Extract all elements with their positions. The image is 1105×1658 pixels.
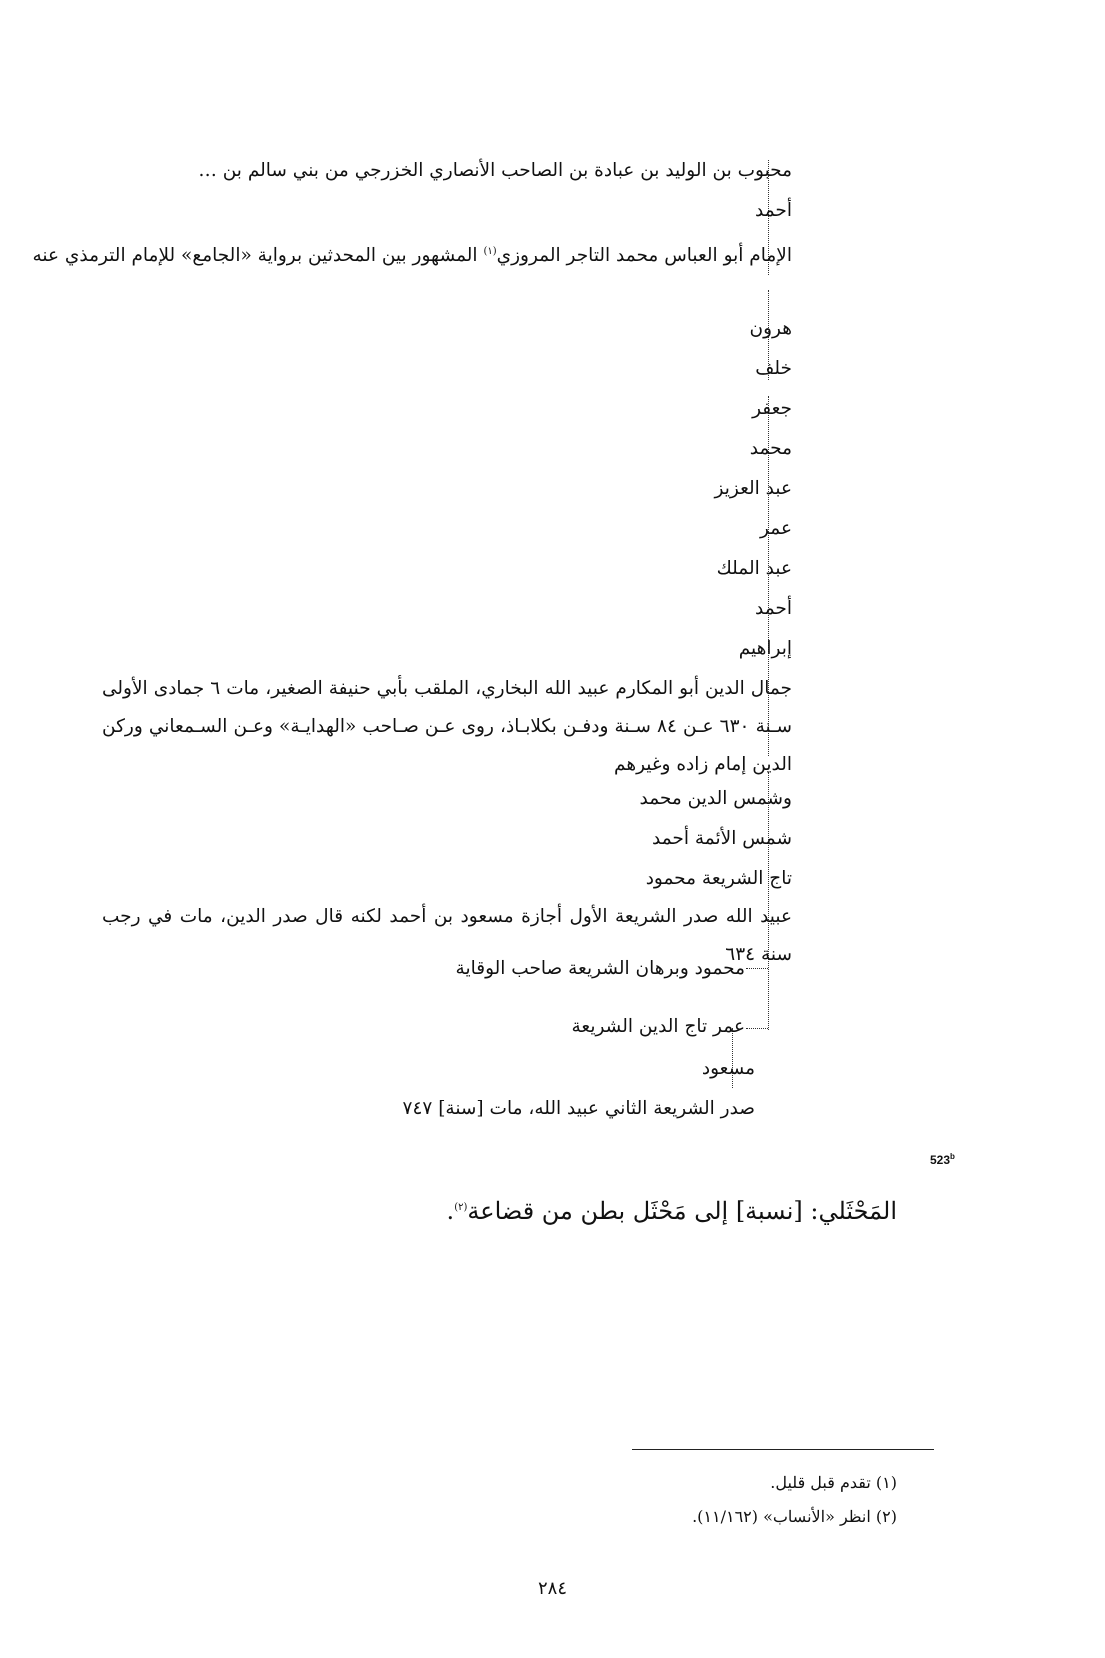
genealogy-line: أحمد [755, 200, 792, 221]
genealogy-line: عمر [760, 518, 792, 539]
genealogy-text: المشهور بين المحدثين برواية «الجامع» للإمام الترمذي عنه [32, 245, 478, 267]
genealogy-line: عبيد الله صدر الشريعة الأول أجازة مسعود بن أحمد لكنه قال صدر الدين، مات في رجب سنة ٦٣٤ [102, 906, 792, 965]
genealogy-line: أحمد [755, 598, 792, 619]
genealogy-line: صدر الشريعة الثاني عبيد الله، مات [سنة] ٧٤٧ [402, 1098, 755, 1119]
footnote: (٢) انظر «الأنساب» (١١/١٦٢). [692, 1507, 897, 1526]
genealogy-line: جمال الدين أبو المكارم عبيد الله البخاري، الملقب بأبي حنيفة الصغير، مات ٦ جمادى الأولى سـنة ٦٣٠ عـن ٨٤ سـنة ودفـن بكلابـاذ، روى عـن صـاحب «الهدايـة» وعـن السـمعاني وركن الدين إمام زاده وغيرهم [102, 678, 793, 775]
genealogy-line [33, 239, 793, 269]
genealogy-line: وشمس الدين محمد [639, 788, 792, 809]
genealogy-line: محمود وبرهان الشريعة صاحب الوقاية [455, 958, 745, 979]
genealogy-line: خلف [755, 358, 792, 379]
genealogy-text: الإمام أبو العباس محمد التاجر المروزي [496, 245, 792, 267]
genealogy-line: جعفر [752, 398, 792, 419]
genealogy-line: عبد العزيز [714, 478, 792, 499]
genealogy-line: إبراهيم [738, 638, 792, 659]
genealogy-line: شمس الأئمة أحمد [652, 828, 792, 849]
footnote-mark: (١) [483, 246, 497, 257]
lineage-branch [746, 1028, 768, 1029]
footnote-mark: (٢) [454, 1202, 468, 1213]
genealogy-line: محبوب بن الوليد بن عبادة بن الصاحب الأنصاري الخزرجي من بني سالم بن … [198, 160, 792, 181]
footnote-separator [632, 1449, 934, 1450]
genealogy-line: هرون [749, 318, 792, 339]
page-number: ٢٨٤ [537, 1578, 567, 1599]
genealogy-line: عبد الملك [716, 558, 792, 579]
genealogy-line: محمد [749, 438, 792, 459]
dictionary-entry: المَحْثَلي: [نسبة] إلى مَحْثَل بطن من قضاعة$^{(٢)}$. [446, 1197, 897, 1225]
genealogy-line: تاج الشريعة محمود [645, 868, 792, 889]
footnote: (١) تقدم قبل قليل. [770, 1473, 897, 1492]
manuscript-folio-ref: 523$^b$ [930, 1152, 955, 1167]
genealogy-line: عمر تاج الدين الشريعة [571, 1016, 745, 1037]
genealogy-line: مسعود [701, 1058, 755, 1079]
